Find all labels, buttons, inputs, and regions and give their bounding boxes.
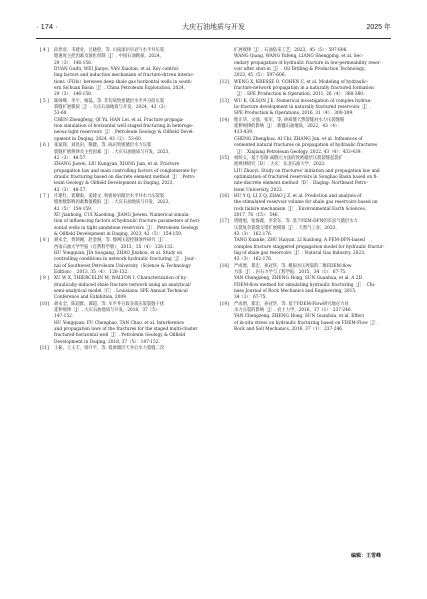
reference-line: 展规律研究［D］. 大庆：东北石油大学，2022.: [234, 162, 326, 168]
reference-line: CHEN Zhengfeng, QI Yu, HAN Lei, et al. Fracture propaga-: [54, 117, 184, 123]
reference-number: [18]: [220, 263, 229, 269]
reference-line: tion simulation of horizontal well staged fracturing in heteroge-: [54, 124, 194, 130]
reference-item: [40, 346, 206, 352]
reference-line: YAN Chengzeng, ZHENG Hong, SUN Guanhua, et al. Effect: [234, 314, 365, 320]
reference-line: lic-fracture development in naturally fractured reservoirs［J］.: [234, 105, 372, 111]
reference-item: [40, 143, 206, 194]
reference-line: LIU Zhuoyi. Study on fractures' initiation and propagation law and: [234, 168, 380, 174]
journal-title: 大庆石油地质与开发: [182, 23, 245, 31]
reference-line: WENG X, KRESSE O, COHEN C, et al. Modeling of hydraulic-: [234, 79, 369, 85]
reference-number: [ 6 ]: [40, 143, 49, 149]
reference-line: ern Sichuan Basin［J］. China Petroleum Exploration, 2024,: [54, 86, 186, 92]
reference-line: of in-situ stress on hydraulic fracturing based on FDEM-Flow［J］.: [234, 320, 380, 326]
reference-line: 29（3）：146-158.: [54, 60, 93, 66]
reference-line: 延伸规律［J］. 大庆石油地质与开发，2018，37（5）：: [54, 308, 162, 314]
reference-number: [ 4 ]: [40, 48, 49, 53]
reference-item: [220, 99, 386, 118]
reference-line: draulically-induced shale fracture network using an analytical/: [54, 282, 191, 288]
reference-line: 严成增，郑宏，孙冠华，等. 模拟水压致裂的二维FDEM-flow: [234, 263, 352, 269]
reference-line: 陈师峰，李宇，杨磊，等. 非均质致密储层水平井分段压裂: [54, 98, 165, 104]
reference-line: 43（3）：162-176.: [234, 257, 273, 263]
reference-number: [13]: [220, 98, 229, 104]
reference-line: TANG Xuanke, ZHU Haiyan, LI Kuidong. A FEM-DFN-based: [234, 238, 365, 244]
reference-line: WANG Qiang, WANG Yufeng, LIANG Shengping, et al. Sec-: [234, 54, 364, 60]
reference-line: voir after shut-in［J］. Oil Drilling & Production Technology,: [234, 67, 366, 73]
reference-line: XU W X, THIERCELIN M, WALTON I. Characterization of hy-: [54, 276, 188, 282]
reference-line: HU Yongquan, JIA Suogang, ZHAO Jinzhou, et al. Study on: [54, 251, 182, 256]
reference-line: 42（3）：48-57.: [54, 155, 87, 161]
reference-line: ［J］. SPE Production & Operation, 2011, 26（4）：368-380.: [234, 92, 365, 98]
reference-line: cemented natural fractures on propagation of hydraulic fractures: [234, 143, 378, 149]
reference-line: 147-152.: [54, 314, 74, 320]
reference-line: YAN Chengzeng, ZHENG Hong, SUN Guanhua, et al. A 2D: [234, 276, 362, 282]
reference-line: WU K, OLSON J E. Numerical investigation of complex hydrau-: [234, 98, 372, 104]
reference-line: 水力压裂的影响［J］. 岩土力学，2016，37（1）：237-246.: [234, 308, 353, 314]
reference-line: leum University, 2022.: [234, 187, 284, 193]
editor-credit: 编辑：王雪峰: [350, 553, 381, 559]
reference-item: [220, 302, 386, 334]
reference-line: 433-439.: [234, 130, 254, 136]
publication-year: 2025 年: [366, 24, 391, 31]
reference-line: 王振，王玉丰，梁升平，等. 低渗储层天井后水力裂缝二次: [54, 346, 165, 352]
reference-item: [40, 276, 206, 301]
reference-line: 压裂复杂裂缝交错扩展模拟［J］. 天然气工业，2023，: [234, 225, 340, 231]
reference-item: [40, 48, 206, 99]
reference-line: 缝参数影响因素数值模拟［J］. 大庆石油地质与开发，2023，: [54, 200, 173, 206]
reference-line: Edition）, 2013, 35（4）：126-132.: [54, 270, 129, 276]
reference-line: FDEM-flow method for simulating hydraulic fracturing［J］. Chi-: [234, 282, 376, 288]
reference-line: Conference and Exhibition, 2009.: [54, 295, 128, 301]
reference-line: 缝速度主控因素及演化机制［J］. 中国石油勘探，2024，: [54, 54, 164, 60]
reference-line: nese Journal of Rock Mechanics and Engineering, 2015,: [234, 289, 357, 295]
page-header: [0, 0, 427, 40]
reference-column-left: [40, 48, 206, 353]
reference-line: DUAN Guifu, WEI Jianye, YAN Xiaolun, et al. Key control-: [54, 67, 180, 73]
reference-number: [ 5 ]: [40, 98, 49, 104]
reference-line: complex fracture staggered propagation model for hydraulic fractur-: [234, 244, 385, 250]
reference-item: [40, 302, 206, 346]
reference-line: ling factors and induction mechanism of fracture-driven interac-: [54, 73, 195, 79]
reference-line: the stimulated reservoir volume for shale gas reservoirs based on: [234, 200, 378, 206]
reference-line: 延伸规律的影响［J］. 新疆石油地质，2022，43（4）：: [234, 124, 342, 130]
reference-number: [17]: [220, 219, 229, 225]
reference-number: [12]: [220, 79, 229, 85]
reference-item: [40, 238, 206, 276]
reference-line: 段贵府，韦建业，吕晓伦，等. 川南深层页岩气水平井压裂: [54, 48, 165, 53]
reference-item: [220, 194, 386, 219]
reference-line: 裂缝扩展规律及主控因素［J］. 大庆石油地质与开发，2023，: [54, 149, 173, 155]
reference-item: [40, 99, 206, 143]
reference-number: [ 7 ]: [40, 193, 49, 199]
reference-line: 程正华，文强，张军，等. 砂质缝天然裂缝对水力压裂缝缝: [234, 117, 345, 123]
reference-item: [220, 118, 386, 156]
reference-line: XU Jianhong, CUI Xiaodong, JIANG Jiewen. Numerical simula-: [54, 212, 190, 218]
reference-line: HU Yongquan, FU Chenghao, TAN Chao, et al. Interference: [54, 320, 184, 326]
reference-line: 许建红，崔耀東，姜建文. 致密砂岩储层水平井水力压裂裂: [54, 193, 165, 199]
reference-line: ing of shale gas reservoirs［J］. Natural Gas Industry, 2023,: [234, 251, 366, 256]
reference-line: 扩展规律［J］. 石油钻采工艺，2023，45（5）：597-606.: [234, 48, 348, 53]
reference-line: CHENG Zhenghua, AI Chi, ZHANG Jun, et al. Influences of: [234, 136, 363, 142]
reference-line: zontal wells in tight sandstone reservoirs［J］. Petroleum Geology: [54, 225, 199, 231]
reference-line: 西南石油大学学报（自然科学版），2013，35（4）：126-132.: [54, 244, 174, 250]
reference-line: 29（3）：146-158.: [54, 92, 93, 98]
reference-line: nal of Southwest Petroleum University（Science & Technology: [54, 263, 191, 269]
header-rule: [36, 38, 391, 39]
reference-line: 53-60.: [54, 111, 68, 117]
reference-line: 方法［J］. 岩石力学与工程学报，2015，34（1）：67-75.: [234, 270, 347, 276]
reference-line: Development in Daqing, 2018, 37（5）：147-152.: [54, 339, 160, 345]
reference-line: opment in Daqing, 2024, 43（2）：53-60.: [54, 136, 143, 142]
reference-line: 祝明义，基于有限-离散元方法的致密储层压裂裂缝起裂扩: [234, 155, 343, 161]
reference-line: SPE Production & Operations, 2016, 31（4）：300-309.: [234, 111, 354, 117]
reference-number: [14]: [220, 117, 229, 123]
reference-line: 2023, 45（5）：597-606.: [234, 73, 286, 79]
reference-line: ondary propagation of hydraulic fracture in low-permeability reser-: [234, 60, 382, 66]
reference-line: tion of influencing factors of hydraulic fracture parameters of hori-: [54, 219, 201, 225]
reference-number: [11]: [40, 346, 49, 352]
reference-line: 2017, 76（15）：546.: [234, 212, 279, 218]
reference-item: [220, 219, 386, 263]
reference-number: [ 9 ]: [40, 276, 49, 282]
reference-line: 张家锋，刘昆岩，熊健，等. 砾岩致密储层水力压裂: [54, 143, 152, 149]
reference-line: 42（3）：48-57.: [54, 187, 87, 193]
reference-line: 胡永全，陈超群，谭超，等. 水平井分段多簇压裂裂缝干扰: [54, 301, 165, 307]
reference-line: 严成增，郑宏，孙冠华，等. 基于FDEM-Flow研究地应力对: [234, 301, 349, 307]
reference-item: [220, 48, 386, 80]
reference-line: fractured horizontal well［J］. Petroleum Geology & Oilfield: [54, 333, 186, 339]
reference-line: leum Geology & Oilfield Development in Daqing, 2023,: [54, 181, 174, 187]
reference-line: 唐晓旭，张海鑫，李金东，等. 基于FEM-DFN的页岩气储层水力: [234, 219, 358, 225]
reference-item: [220, 156, 386, 194]
reference-number: [16]: [220, 193, 229, 199]
reference-line: nite-discrete element method［D］. Daqing: Northeast Petro-: [234, 181, 368, 187]
reference-number: [10]: [40, 301, 49, 307]
reference-item: [220, 264, 386, 302]
reference-line: 胡永全，贾锁刚，赵金洲，等. 缝网压裂控制条件研究［J］.: [54, 238, 168, 244]
reference-line: controlling conditions in network hydraulic fracturing［J］. Jour-: [54, 257, 196, 263]
page-number: · 174 ·: [36, 22, 58, 31]
reference-line: semi-analytical model［C］. Louisiana: SPE Annual Technical: [54, 289, 188, 295]
reference-column-right: [220, 48, 386, 333]
reference-line: & Oilfield Development in Daqing, 2023, 42（5）：154-159.: [54, 231, 183, 237]
reference-number: [15]: [220, 155, 229, 161]
reference-line: 34（1）：67-75.: [234, 295, 267, 301]
reference-line: draulic fracturing based on discrete element method［J］. Petro-: [54, 174, 196, 180]
reference-line: HU Y Q, LI Z Q, ZHAO J Z. et al. Prediction and analysis of: [234, 193, 362, 199]
reference-line: 42（5）：154-159.: [54, 206, 93, 212]
reference-line: 裂缝扩展模拟［J］. 大庆石油地质与开发，2024，43（2）：: [54, 105, 170, 111]
reference-line: and propagation laws of the fractures for the staged multi-cluster: [54, 327, 198, 333]
reference-line: optimization of fractured reservoirs in Songliao Basin based on fi-: [234, 174, 378, 180]
reference-line: 43（3）：162-176.: [234, 231, 273, 237]
reference-line: Rock and Soil Mechanics, 2016, 37（1）：237-246.: [234, 327, 344, 333]
reference-number: [ 8 ]: [40, 238, 49, 244]
reference-line: ［J］. Xinjiang Petroleum Geology, 2022, 43（4）：433-439.: [234, 149, 362, 155]
reference-line: tions（FDIs）between deep shale gas horizontal wells in south-: [54, 79, 193, 85]
reference-line: fracture-network propagation in a naturally fractured formation: [234, 86, 374, 92]
reference-line: rock failure mechanism［J］. Environmental Earth Sciences,: [234, 206, 367, 212]
reference-item: [220, 80, 386, 99]
reference-line: neous tight reservoirs［J］. Petroleum Geology & Oilfield Devel-: [54, 130, 194, 136]
reference-number: [19]: [220, 301, 229, 307]
reference-item: [40, 194, 206, 238]
reference-line: ZHANG Jiawei, LIU Kungyan, XIONG Jian, et al. Fracture: [54, 162, 180, 168]
reference-line: propagation law and main controlling factors of conglomerate hy-: [54, 168, 198, 174]
